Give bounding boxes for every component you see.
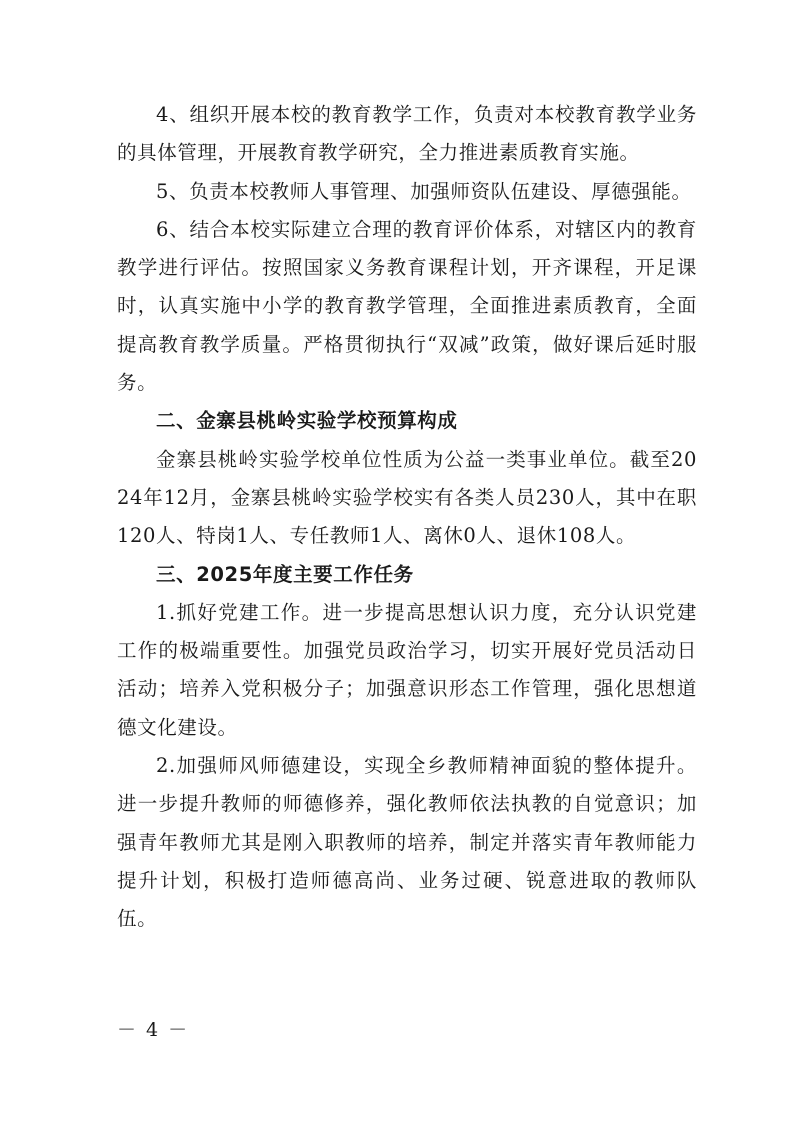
- document-body: [117, 96, 697, 939]
- section-heading-tasks: 三、2025年度主要工作任务: [156, 562, 414, 586]
- paragraph-item-5: 5、负责本校教师人事管理、加强师资队伍建设、厚德强能。: [156, 179, 692, 203]
- paragraph-item-4: 4、组织开展本校的教育教学工作，负责对本校教育教学业务的具体管理，开展教育教学研究，全力推进素质教育实施。: [117, 103, 697, 165]
- page-number: － 4 －: [117, 1019, 190, 1041]
- section-heading-budget: 二、金寨县桃岭实验学校预算构成: [156, 409, 458, 433]
- paragraph-task-2: 2.加强师风师德建设，实现全乡教师精神面貌的整体提升。进一步提升教师的师德修养，强化教师依法执教的自觉意识；加强青年教师尤其是刚入职教师的培养，制定并落实青年教师能力提升计划，积极打造师德高尚、业务过硬、锐意进取的教师队伍。: [117, 754, 697, 931]
- paragraph-item-6: 6、结合本校实际建立合理的教育评价体系，对辖区内的教育教学进行评估。按照国家义务教育课程计划，开齐课程，开足课时，认真实施中小学的教育教学管理，全面推进素质教育，全面提高教育教学质量。严格贯彻执行“双减”政策，做好课后延时服务。: [117, 217, 697, 395]
- paragraph-task-1: 1.抓好党建工作。进一步提高思想认识力度，充分认识党建工作的极端重要性。加强党员政治学习，切实开展好党员活动日活动；培养入党积极分子；加强意识形态工作管理，强化思想道德文化建设。: [117, 600, 697, 739]
- paragraph-budget-composition: 金寨县桃岭实验学校单位性质为公益一类事业单位。截至2024年12月，金寨县桃岭实验学校实有各类人员230人，其中在职120人、特岗1人、专任教师1人、离休0人、退休108人。: [117, 447, 697, 548]
